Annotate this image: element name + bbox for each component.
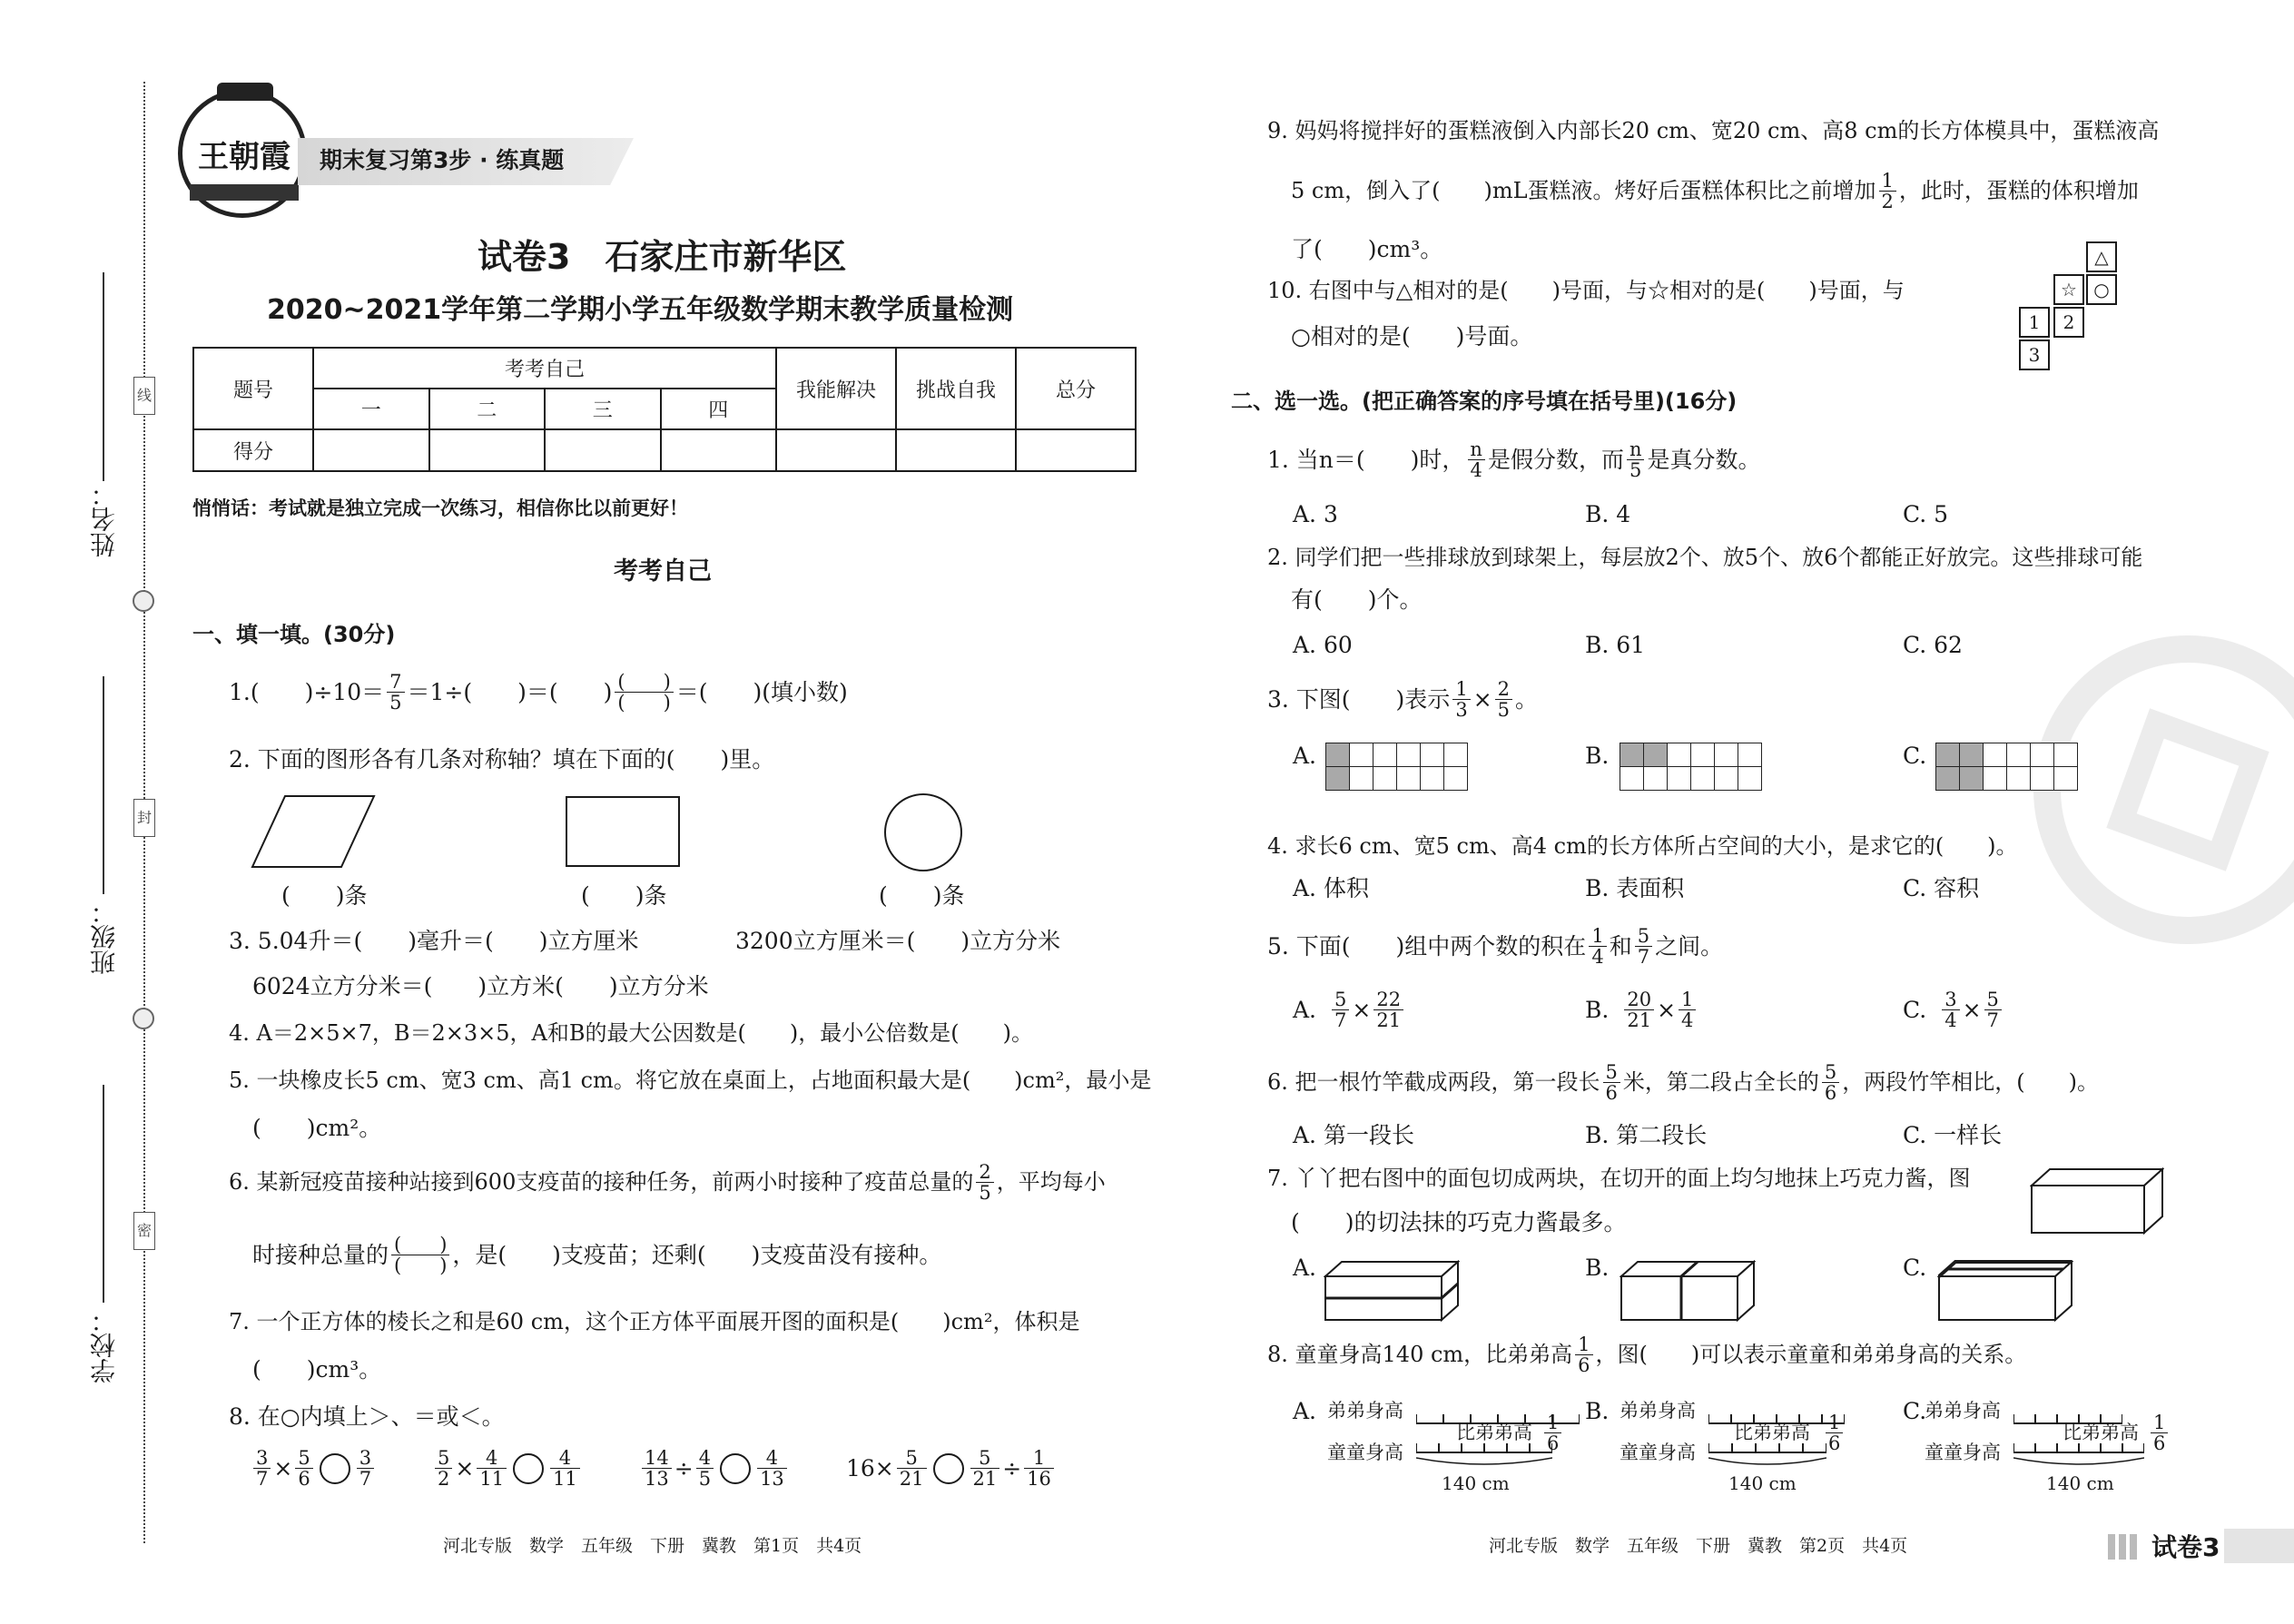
school-label: 学校： <box>89 1307 119 1383</box>
r-q10b: ○相对的是( )号面。 <box>1291 323 1533 349</box>
banner-text: 期末复习第3步 · 练真题 <box>320 147 565 173</box>
r-q9c: 了( )cm³。 <box>1291 236 1443 262</box>
s8b-cm-label: 140 cm <box>1728 1472 1797 1494</box>
s8a-fraction: $\frac{1}{6}$ <box>1544 1412 1561 1453</box>
q1-fraction: $\frac{7}{5}$ <box>387 672 404 713</box>
r-q10a: 10. 右图中与△相对的是( )号面，与☆相对的是( )号面，与 <box>1267 278 1905 303</box>
logo-badge <box>178 89 307 218</box>
score-header-tihao: 题号 <box>193 348 313 429</box>
q8-item-4: 16× $\frac{5}{21}$ $\frac{5}{21}$ ÷ $\frac{1}{16}$ <box>846 1448 1057 1489</box>
logo-crown-icon <box>217 83 273 101</box>
q1-part-a: 1.( )÷10＝ <box>229 678 385 705</box>
s7-opt-a[interactable]: A. <box>1293 1255 1317 1281</box>
s8c-bi-label: 比弟弟高 <box>2063 1422 2139 1443</box>
score-header-zongfen: 总分 <box>1016 348 1136 429</box>
s6-opt-a[interactable]: A. 第一段长 <box>1293 1122 1414 1148</box>
s8a-brother-label: 弟弟身高 <box>1327 1400 1403 1422</box>
q3a: 3. 5.04升＝( )毫升＝( )立方厘米 <box>229 928 639 954</box>
footer-right: 河北专版 数学 五年级 下册 冀教 第2页 共4页 <box>1489 1536 1908 1556</box>
cube-face-1: 1 <box>2019 307 2050 338</box>
s6-opt-b[interactable]: B. 第二段长 <box>1585 1122 1708 1148</box>
bread-block-figure <box>2030 1167 2164 1236</box>
part1-heading: 一、填一填。(30分) <box>192 622 396 647</box>
s5-opt-b[interactable]: B. $\frac{20}{21}$ × $\frac{1}{4}$ <box>1585 989 1698 1030</box>
s8c-brother-label: 弟弟身高 <box>1925 1400 2001 1422</box>
s1-opt-c[interactable]: C. 5 <box>1903 501 1949 527</box>
name-label: 姓名： <box>89 481 119 557</box>
s8b-tong-label: 童童身高 <box>1620 1442 1696 1463</box>
logo-ribbon <box>190 184 299 201</box>
compare-circle[interactable] <box>513 1453 544 1484</box>
score-table <box>192 347 1137 472</box>
cube-face-star: ☆ <box>2053 274 2084 305</box>
s8c-fraction: $\frac{1}{6}$ <box>2151 1412 2168 1453</box>
cube-face-2: 2 <box>2053 307 2084 338</box>
score-cell[interactable] <box>896 429 1016 471</box>
circle-figure <box>882 792 964 873</box>
q8-item-3: $\frac{14}{13}$ ÷ $\frac{4}{5}$ $\frac{4}{13}$ <box>639 1448 790 1489</box>
q6-blank-fraction[interactable]: $\frac{( )}{( )}$ <box>391 1235 449 1275</box>
s1-opt-a[interactable]: A. 3 <box>1293 501 1338 527</box>
section-title: 考考自己 <box>614 557 712 586</box>
s3-opt-c[interactable]: C. <box>1903 743 1927 769</box>
q8-item-2: $\frac{5}{2}$ × $\frac{4}{11}$ $\frac{4}{11}$ <box>432 1448 583 1489</box>
score-cell[interactable] <box>776 429 896 471</box>
binding-knot-icon <box>133 1008 154 1029</box>
q1-part-b: ＝1÷( )＝( ) <box>407 678 613 705</box>
corner-tag: 试卷3 <box>2151 1532 2220 1562</box>
s2-opt-a[interactable]: A. 60 <box>1293 632 1353 658</box>
s4-opt-b[interactable]: B. 表面积 <box>1585 875 1685 901</box>
seal-char-mi: 密 <box>133 1212 155 1250</box>
page-title: 试卷3 石家庄市新华区 <box>478 237 847 277</box>
seal-char-feng: 封 <box>133 799 155 837</box>
score-col-3: 三 <box>545 389 661 429</box>
s7b: ( )的切法抹的巧克力酱最多。 <box>1291 1209 1627 1235</box>
class-label: 班级： <box>89 899 119 975</box>
s3: 3. 下图( )表示 $\frac{1}{3}$ × $\frac{2}{5}$ 。 <box>1267 678 1539 722</box>
s8: 8. 童童身高140 cm，比弟弟高 $\frac{1}{6}$ ，图( )可以表示童童和弟弟身高的关系。 <box>1267 1334 2027 1377</box>
s4-opt-a[interactable]: A. 体积 <box>1293 875 1369 901</box>
q1-blank-fraction[interactable]: $\frac{( )}{( )}$ <box>615 672 673 713</box>
s7-opt-b[interactable]: B. <box>1585 1255 1610 1281</box>
q8: 8. 在○内填上＞、＝或＜。 <box>229 1403 505 1430</box>
compare-circle[interactable] <box>320 1453 350 1484</box>
q5a: 5. 一块橡皮长5 cm、宽3 cm、高1 cm。将它放在桌面上，占地面积最大是( )cm²，最小是 <box>229 1068 1152 1093</box>
s8b-brother-label: 弟弟身高 <box>1620 1400 1696 1422</box>
score-header-kaokao: 考考自己 <box>313 348 776 389</box>
q5b: ( )cm²。 <box>252 1115 382 1141</box>
q6a: 6. 某新冠疫苗接种站接到600支疫苗的接种任务，前两小时接种了疫苗总量的 $\frac{2}{5}$ ，平均每小 <box>229 1161 1106 1205</box>
s6-opt-c[interactable]: C. 一样长 <box>1903 1122 2003 1148</box>
parallelogram-figure <box>251 794 378 869</box>
q1-part-c: ＝( )(填小数) <box>675 678 848 705</box>
q2-blank-1[interactable]: ( )条 <box>281 882 368 909</box>
s8a-tong-bar <box>1416 1440 1552 1471</box>
s7a: 7. 丫丫把右图中的面包切成两块，在切开的面上均匀地抹上巧克力酱，图 <box>1267 1166 1971 1191</box>
s3-grid-b <box>1620 743 1762 791</box>
q3b: 3200立方厘米＝( )立方分米 <box>735 928 1061 954</box>
bread-cut-horizontal-figure <box>1324 1260 1460 1324</box>
s8b-fraction: $\frac{1}{6}$ <box>1826 1412 1843 1453</box>
cube-face-triangle: △ <box>2086 241 2117 272</box>
s2a: 2. 同学们把一些排球放到球架上，每层放2个、放5个、放6个都能正好放完。这些排球可能 <box>1267 545 2143 570</box>
s8a-cm-label: 140 cm <box>1442 1472 1510 1494</box>
s2-opt-c[interactable]: C. 62 <box>1903 632 1963 658</box>
s8c-tong-bar <box>2013 1440 2144 1471</box>
s8b-bi-label: 比弟弟高 <box>1734 1422 1810 1443</box>
score-cell[interactable] <box>313 429 429 471</box>
s8a-tong-label: 童童身高 <box>1327 1442 1403 1463</box>
score-col-2: 二 <box>429 389 546 429</box>
q8-item-1: $\frac{3}{7}$ × $\frac{5}{6}$ $\frac{3}{7}$ <box>251 1448 377 1489</box>
q4: 4. A＝2×5×7，B＝2×3×5，A和B的最大公因数是( )，最小公倍数是( )。 <box>229 1020 1033 1046</box>
part2-heading: 二、选一选。(把正确答案的序号填在括号里)(16分) <box>1231 389 1738 414</box>
s1: 1. 当n＝( )时， $\frac{n}{4}$ 是假分数，而 $\frac{n}{5}$ 是真分数。 <box>1267 438 1761 482</box>
s5-opt-c[interactable]: C. $\frac{3}{4}$ × $\frac{5}{7}$ <box>1903 989 2004 1030</box>
rectangle-figure <box>565 795 683 870</box>
score-cell[interactable] <box>429 429 546 471</box>
q1 <box>229 672 848 713</box>
bread-cut-vertical-figure <box>1620 1260 1756 1324</box>
q7b: ( )cm³。 <box>252 1356 382 1383</box>
corner-tag-bg <box>2224 1529 2294 1563</box>
q3c: 6024立方分米＝( )立方米( )立方分米 <box>252 973 709 999</box>
s3-opt-a[interactable]: A. <box>1293 743 1317 769</box>
r-q9a: 9. 妈妈将搅拌好的蛋糕液倒入内部长20 cm、宽20 cm、高8 cm的长方体模具中，蛋糕液高 <box>1267 118 2160 143</box>
s3-grid-c <box>1935 743 2078 791</box>
s5: 5. 下面( )组中两个数的积在 $\frac{1}{4}$ 和 $\frac{5}{7}$ 之间。 <box>1267 925 1724 969</box>
score-header-tiaozhan: 挑战自我 <box>896 348 1016 429</box>
school-line[interactable] <box>103 1085 104 1303</box>
tip-text: 悄悄话：考试就是独立完成一次练习，相信你比以前更好！ <box>192 497 688 519</box>
score-cell[interactable] <box>661 429 777 471</box>
s6: 6. 把一根竹竿截成两段，第一段长 $\frac{5}{6}$ 米，第二段占全长的 $\frac{5}{6}$ ，两段竹竿相比，( )。 <box>1267 1061 2100 1105</box>
binding-knot-icon <box>133 590 154 612</box>
s8c-tong-label: 童童身高 <box>1925 1442 2001 1463</box>
s5-opt-a[interactable]: A. $\frac{5}{7}$ × $\frac{22}{21}$ <box>1293 989 1406 1030</box>
score-row-defen: 得分 <box>193 429 313 471</box>
q2: 2. 下面的图形各有几条对称轴？填在下面的( )里。 <box>229 746 775 773</box>
score-header-wo: 我能解决 <box>776 348 896 429</box>
s2-opt-b[interactable]: B. 61 <box>1585 632 1646 658</box>
s3-opt-b[interactable]: B. <box>1585 743 1610 769</box>
bread-cut-top-figure <box>1937 1260 2073 1324</box>
s1-opt-b[interactable]: B. 4 <box>1585 501 1631 527</box>
q6b: 时接种总量的 $\frac{( )}{( )}$ ，是( )支疫苗；还剩( )支疫苗没有接种。 <box>252 1234 942 1277</box>
s4: 4. 求长6 cm、宽5 cm、高4 cm的长方体所占空间的大小，是求它的( )。 <box>1267 833 2018 859</box>
q6-fraction: $\frac{2}{5}$ <box>976 1162 993 1203</box>
s7-opt-c[interactable]: C. <box>1903 1255 1927 1281</box>
q2-blank-2[interactable]: ( )条 <box>581 882 667 909</box>
s2b: 有( )个。 <box>1291 586 1423 613</box>
compare-circle[interactable] <box>933 1453 964 1484</box>
page-subtitle: 2020~2021学年第二学期小学五年级数学期末教学质量检测 <box>267 294 1014 326</box>
s4-opt-c[interactable]: C. 容积 <box>1903 875 1980 901</box>
q2-blank-3[interactable]: ( )条 <box>879 882 965 909</box>
name-line[interactable] <box>103 272 104 481</box>
s8b-tong-bar <box>1708 1440 1826 1471</box>
seal-char-xian: 线 <box>133 377 155 415</box>
cube-face-circle: ○ <box>2086 274 2117 305</box>
cube-face-3: 3 <box>2019 340 2050 370</box>
class-line[interactable] <box>103 676 104 894</box>
score-cell[interactable] <box>545 429 661 471</box>
score-col-1: 一 <box>313 389 429 429</box>
corner-squares-icon <box>2108 1534 2141 1560</box>
compare-circle[interactable] <box>720 1453 751 1484</box>
s8a-bi-label: 比弟弟高 <box>1456 1422 1532 1443</box>
footer-left: 河北专版 数学 五年级 下册 冀教 第1页 共4页 <box>443 1536 862 1556</box>
score-cell[interactable] <box>1016 429 1136 471</box>
s3-grid-a <box>1325 743 1468 791</box>
logo-text: 王朝霞 <box>198 139 290 175</box>
s8c-cm-label: 140 cm <box>2046 1472 2114 1494</box>
r-q9b: 5 cm，倒入了( )mL蛋糕液。烤好后蛋糕体积比之前增加 $\frac{1}{2}$ ，此时，蛋糕的体积增加 <box>1291 170 2139 213</box>
score-col-4: 四 <box>661 389 777 429</box>
q7a: 7. 一个正方体的棱长之和是60 cm，这个正方体平面展开图的面积是( )cm²，体积是 <box>229 1309 1080 1334</box>
